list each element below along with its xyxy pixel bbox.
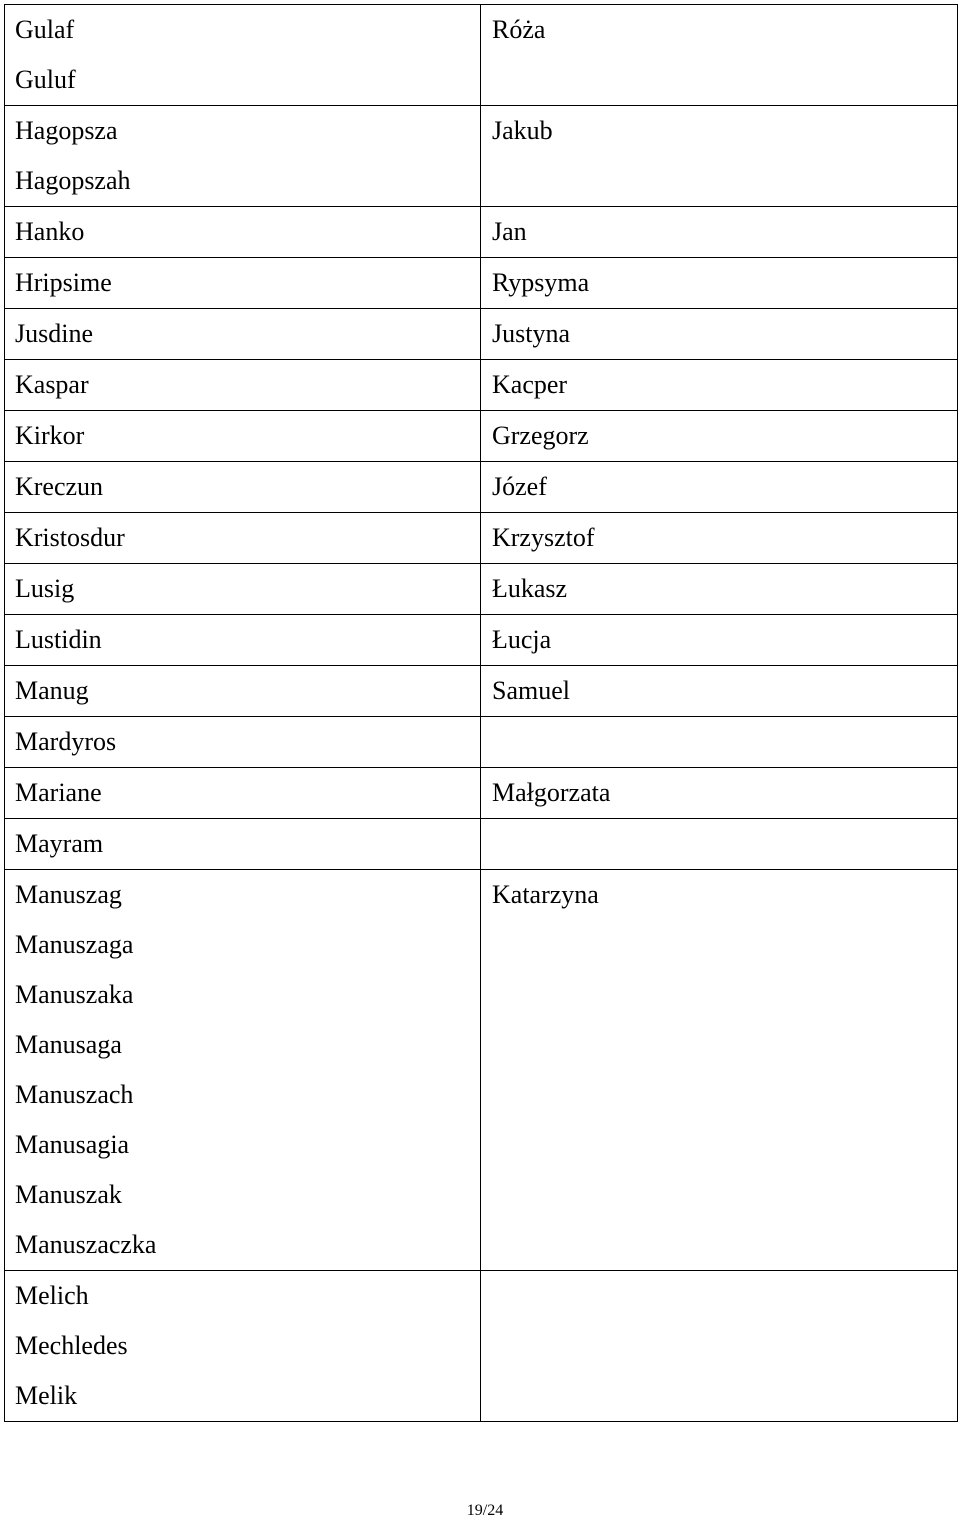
empty-cell bbox=[492, 819, 957, 869]
table-row bbox=[5, 870, 958, 1271]
table-row bbox=[5, 1271, 958, 1422]
polish-name-cell bbox=[481, 1271, 958, 1422]
polish-name-cell bbox=[481, 768, 958, 819]
table-row bbox=[5, 462, 958, 513]
polish-name-cell bbox=[481, 819, 958, 870]
armenian-name-cell bbox=[5, 309, 481, 360]
empty-cell bbox=[492, 717, 957, 767]
armenian-name: Hagopsza bbox=[15, 116, 118, 145]
polish-name-cell bbox=[481, 411, 958, 462]
table-row bbox=[5, 258, 958, 309]
table-row bbox=[5, 411, 958, 462]
armenian-name-cell bbox=[5, 513, 481, 564]
armenian-name: Manuszak bbox=[15, 1180, 122, 1209]
polish-name: Justyna bbox=[492, 319, 570, 348]
armenian-name-cell bbox=[5, 462, 481, 513]
table-row bbox=[5, 513, 958, 564]
table-row bbox=[5, 564, 958, 615]
armenian-name-cell bbox=[5, 768, 481, 819]
armenian-name-cell bbox=[5, 106, 481, 207]
polish-name: Samuel bbox=[492, 676, 570, 705]
table-row bbox=[5, 717, 958, 768]
table-row bbox=[5, 360, 958, 411]
polish-name-cell bbox=[481, 5, 958, 106]
armenian-name: Kirkor bbox=[15, 421, 85, 450]
armenian-name: Manug bbox=[15, 676, 89, 705]
names-table bbox=[4, 4, 958, 1422]
table-row bbox=[5, 768, 958, 819]
armenian-name-cell bbox=[5, 1271, 481, 1422]
armenian-name: Jusdine bbox=[15, 319, 93, 348]
polish-name: Kacper bbox=[492, 370, 568, 399]
table-row bbox=[5, 615, 958, 666]
polish-name-cell bbox=[481, 462, 958, 513]
polish-name: Katarzyna bbox=[492, 880, 599, 909]
armenian-name-cell bbox=[5, 207, 481, 258]
armenian-name: Hripsime bbox=[15, 268, 112, 297]
armenian-name-cell bbox=[5, 564, 481, 615]
armenian-name-cell bbox=[5, 411, 481, 462]
armenian-name: Manuszaka bbox=[15, 980, 134, 1009]
polish-name: Józef bbox=[492, 472, 547, 501]
armenian-name-cell bbox=[5, 360, 481, 411]
armenian-name: Hanko bbox=[15, 217, 85, 246]
polish-name: Grzegorz bbox=[492, 421, 589, 450]
armenian-name: Melich bbox=[15, 1281, 89, 1310]
polish-name-cell bbox=[481, 360, 958, 411]
armenian-name: Manuszach bbox=[15, 1080, 134, 1109]
armenian-name: Mayram bbox=[15, 829, 104, 858]
armenian-name-cell bbox=[5, 870, 481, 1271]
armenian-name: Mariane bbox=[15, 778, 102, 807]
polish-name: Łukasz bbox=[492, 574, 568, 603]
table-row bbox=[5, 819, 958, 870]
polish-name-cell bbox=[481, 870, 958, 1271]
armenian-name-cell bbox=[5, 5, 481, 106]
armenian-name: Melik bbox=[15, 1381, 78, 1410]
empty-cell bbox=[492, 1271, 957, 1321]
polish-name-cell bbox=[481, 106, 958, 207]
armenian-name: Gulaf bbox=[15, 15, 75, 44]
armenian-name: Manusagia bbox=[15, 1130, 130, 1159]
table-row bbox=[5, 309, 958, 360]
polish-name-cell bbox=[481, 207, 958, 258]
armenian-name: Lusig bbox=[15, 574, 75, 603]
polish-name-cell bbox=[481, 666, 958, 717]
armenian-name: Manuszaga bbox=[15, 930, 134, 959]
armenian-name: Mechledes bbox=[15, 1331, 128, 1360]
table-row bbox=[5, 106, 958, 207]
armenian-name: Manusaga bbox=[15, 1030, 122, 1059]
polish-name-cell bbox=[481, 564, 958, 615]
polish-name-cell bbox=[481, 615, 958, 666]
armenian-name: Mardyros bbox=[15, 727, 117, 756]
armenian-name-cell bbox=[5, 666, 481, 717]
table-row bbox=[5, 5, 958, 106]
armenian-name: Kaspar bbox=[15, 370, 89, 399]
armenian-name: Kristosdur bbox=[15, 523, 125, 552]
armenian-name: Kreczun bbox=[15, 472, 104, 501]
armenian-name-cell bbox=[5, 258, 481, 309]
polish-name-cell bbox=[481, 513, 958, 564]
polish-name: Małgorzata bbox=[492, 778, 611, 807]
polish-name: Łucja bbox=[492, 625, 552, 654]
polish-name: Rypsyma bbox=[492, 268, 590, 297]
armenian-name-cell bbox=[5, 717, 481, 768]
polish-name: Krzysztof bbox=[492, 523, 595, 552]
armenian-name-cell bbox=[5, 615, 481, 666]
polish-name-cell bbox=[481, 717, 958, 768]
armenian-name-cell bbox=[5, 819, 481, 870]
table-row bbox=[5, 207, 958, 258]
page-number: 19/24 bbox=[466, 1502, 504, 1519]
armenian-name: Hagopszah bbox=[15, 166, 131, 195]
armenian-name: Lustidin bbox=[15, 625, 102, 654]
names-table-body bbox=[5, 5, 958, 1422]
armenian-name: Guluf bbox=[15, 65, 76, 94]
table-row bbox=[5, 666, 958, 717]
polish-name: Jan bbox=[492, 217, 527, 246]
polish-name: Jakub bbox=[492, 116, 553, 145]
polish-name-cell bbox=[481, 309, 958, 360]
polish-name-cell bbox=[481, 258, 958, 309]
armenian-name: Manuszaczka bbox=[15, 1230, 157, 1259]
polish-name: Róża bbox=[492, 15, 546, 44]
armenian-name: Manuszag bbox=[15, 880, 122, 909]
